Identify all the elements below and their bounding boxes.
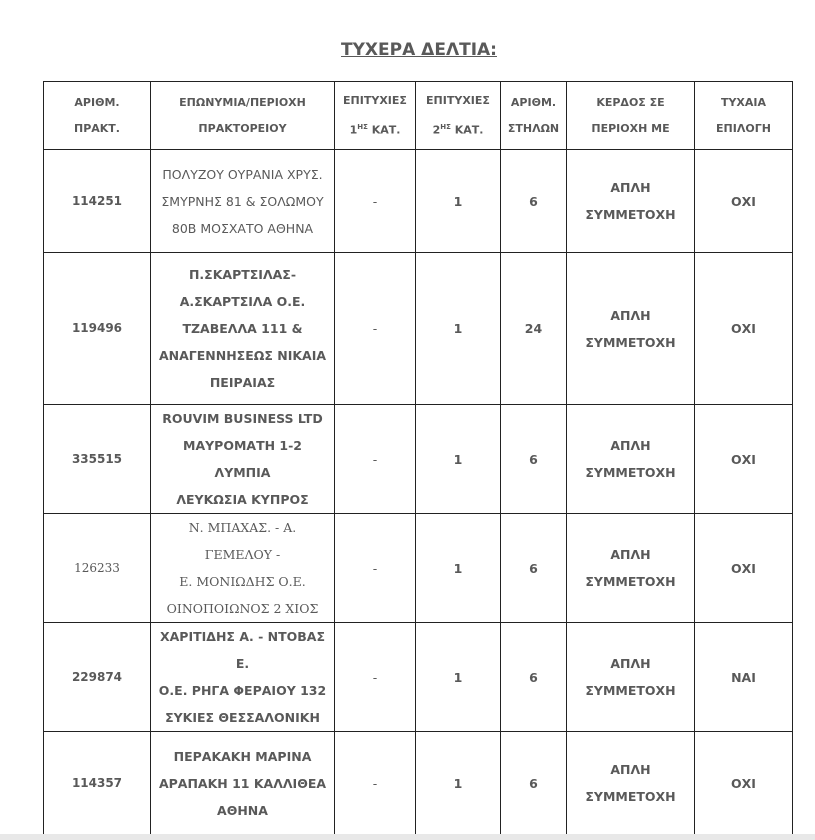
random-pick-cell [695,253,793,405]
win-type-cell [567,514,695,623]
header-cat2-wins [416,82,501,150]
cat1-wins-cell-text: - [372,560,378,576]
agency-number-cell [44,514,151,623]
win-type-cell [567,623,695,732]
header-agency-name-line1: ΕΠΩΝΥΜΙΑ/ΠΕΡΙΟΧΗ [179,95,306,109]
header-agency-name-line2: ΠΡΑΚΤΟΡΕΙΟΥ [198,121,287,135]
cat2-wins-cell [416,253,501,405]
agency-name-cell [151,253,335,405]
agency-name-cell [151,732,335,835]
agency-number-cell-text: 114251 [71,193,123,208]
header-cat1-tail: ΚΑΤ. [367,123,401,137]
cat1-wins-cell [335,732,416,835]
win-type-cell-text: ΣΥΜΜΕΤΟΧΗ [585,334,676,350]
agency-name-cell-text: ROUVIM BUSINESS LTD [162,411,323,426]
columns-count-cell-text: 6 [529,775,538,791]
agency-name-cell-text: 80Β ΜΟΣΧΑΤΟ ΑΘΗΝΑ [171,220,314,236]
header-random-pick [695,82,793,150]
agency-name-cell-text: Ν. ΜΠΑΧΑΣ. - Α. ΓΕΜΕΛΟΥ - [188,520,297,562]
win-type-cell-text: ΑΠΛΗ [610,438,651,453]
header-agency-name [151,82,335,150]
agency-number-cell-text: 229874 [71,669,123,684]
table-row [44,150,793,253]
agency-name-cell-text: ΣΥΚΙΕΣ ΘΕΣΣΑΛΟΝΙΚΗ [165,710,320,725]
agency-number-cell [44,253,151,405]
table-row [44,405,793,514]
header-cat2-sup: ΗΣ [440,122,451,131]
table-row [44,623,793,732]
random-pick-cell-text: ΟΧΙ [731,560,756,576]
table-row [44,732,793,835]
columns-count-cell-text: 6 [529,451,538,467]
columns-count-cell-text: 6 [529,193,538,209]
columns-count-cell [501,150,567,253]
cat1-wins-cell [335,623,416,732]
cat1-wins-cell [335,405,416,514]
random-pick-cell-text: ΟΧΙ [731,321,756,336]
agency-number-cell-text: 119496 [71,321,123,335]
random-pick-cell-text: ΟΧΙ [731,451,756,467]
cat2-wins-cell-text: 1 [453,775,463,791]
agency-name-cell-text: ΠΟΛΥΖΟΥ ΟΥΡΑΝΙΑ ΧΡΥΣ. [162,166,323,182]
win-type-cell-text: ΑΠΛΗ [610,307,651,323]
header-agency-number-line2: ΠΡΑΚΤ. [74,121,120,135]
cat1-wins-cell-text: - [372,451,378,467]
agency-name-cell-text: ΑΡΑΠΑΚΗ 11 ΚΑΛΛΙΘΕΑ [158,775,327,791]
columns-count-cell [501,732,567,835]
agency-name-cell-text: Π.ΣΚΑΡΤΣΙΛΑΣ- [188,267,297,282]
cat2-wins-cell [416,405,501,514]
header-cat1-number: 1 [349,123,358,137]
header-columns-count [501,82,567,150]
win-type-cell-text: ΣΥΜΜΕΤΟΧΗ [585,574,676,589]
agency-name-cell-text: Α.ΣΚΑΡΤΣΙΛΑ Ο.Ε. [179,294,306,309]
columns-count-cell [501,253,567,405]
cat1-wins-cell-text: - [372,775,378,791]
agency-name-cell-text: ΟΙΝΟΠΟΙΩΝΟΣ 2 ΧΙΟΣ [166,601,319,616]
agency-name-cell [151,514,335,623]
agency-name-cell-text: Ε. ΜΟΝΙΩΔΗΣ Ο.Ε. [179,574,306,589]
win-type-cell-text: ΑΠΛΗ [610,180,651,195]
win-type-cell-text: ΑΠΛΗ [610,547,651,562]
win-type-cell-text: ΑΠΛΗ [610,656,651,671]
win-type-cell-text: ΣΥΜΜΕΤΟΧΗ [585,207,676,222]
header-random-line2: ΕΠΙΛΟΓΗ [716,121,771,135]
table-body [44,150,793,835]
agency-number-cell [44,732,151,835]
table-row [44,514,793,623]
cat2-wins-cell-text: 1 [453,669,463,685]
page-title: ΤΥΧΕΡΑ ΔΕΛΤΙΑ: [341,40,497,60]
header-win-line1: ΚΕΡΔΟΣ ΣΕ [596,95,665,109]
header-random-line1: ΤΥΧΑΙΑ [720,95,767,109]
random-pick-cell-text: ΟΧΙ [731,193,756,209]
cat1-wins-cell [335,150,416,253]
cat2-wins-cell-text: 1 [453,451,463,467]
win-type-cell-text: ΑΠΛΗ [610,762,651,777]
win-type-cell [567,150,695,253]
columns-count-cell [501,405,567,514]
agency-name-cell-text: ΑΝΑΓΕΝΝΗΣΕΩΣ ΝΙΚΑΙΑ [158,348,327,363]
header-win-line2: ΠΕΡΙΟΧΗ ΜΕ [591,121,670,135]
agency-name-cell [151,405,335,514]
agency-name-cell-text: ΑΘΗΝΑ [217,802,268,818]
header-cat2-tail: ΚΑΤ. [450,123,484,137]
cat1-wins-cell-text: - [372,193,378,209]
agency-number-cell [44,150,151,253]
win-type-cell [567,253,695,405]
table-row [44,253,793,405]
cat2-wins-cell-text: 1 [453,193,463,209]
table-header-row [44,82,793,150]
random-pick-cell [695,150,793,253]
agency-name-cell [151,150,335,253]
header-columns-line2: ΣΤΗΛΩΝ [507,121,560,135]
cat2-wins-cell [416,514,501,623]
columns-count-cell [501,623,567,732]
agency-number-cell-text: 126233 [74,560,120,575]
agency-number-cell [44,405,151,514]
random-pick-cell-text: ΟΧΙ [731,775,756,791]
cat1-wins-cell [335,514,416,623]
columns-count-cell-text: 6 [529,560,538,576]
agency-number-cell [44,623,151,732]
agency-name-cell-text: Ο.Ε. ΡΗΓΑ ΦΕΡΑΙΟΥ 132 [158,683,327,698]
agency-name-cell-text: ΛΕΥΚΩΣΙΑ ΚΥΠΡΟΣ [176,492,309,507]
bottom-scroll-edge [0,834,815,840]
header-columns-line1: ΑΡΙΘΜ. [510,95,557,109]
header-cat1-line1: ΕΠΙΤΥΧΙΕΣ [343,93,407,107]
columns-count-cell [501,514,567,623]
win-type-cell-text: ΣΥΜΜΕΤΟΧΗ [585,789,676,804]
cat1-wins-cell [335,253,416,405]
agency-name-cell-text: ΤΖΑΒΕΛΛΑ 111 & [182,321,303,336]
random-pick-cell-text: ΝΑΙ [731,669,756,685]
random-pick-cell [695,732,793,835]
header-cat1-sup: ΗΣ [357,122,368,131]
agency-name-cell-text: ΠΕΡΑΚΑΚΗ ΜΑΡΙΝΑ [173,748,312,764]
columns-count-cell-text: 24 [524,321,543,336]
win-type-cell [567,405,695,514]
cat2-wins-cell-text: 1 [453,321,463,336]
header-cat2-line1: ΕΠΙΤΥΧΙΕΣ [426,93,490,107]
agency-name-cell-text: ΣΜΥΡΝΗΣ 81 & ΣΟΛΩΜΟΥ [161,193,324,209]
agency-number-cell-text: 335515 [71,451,123,466]
header-agency-number [44,82,151,150]
cat1-wins-cell-text: - [372,669,378,685]
header-cat2-number: 2 [432,123,441,137]
cat2-wins-cell [416,150,501,253]
random-pick-cell [695,405,793,514]
cat1-wins-cell-text: - [372,321,378,336]
win-type-cell-text: ΣΥΜΜΕΤΟΧΗ [585,465,676,480]
header-cat1-wins [335,82,416,150]
random-pick-cell [695,514,793,623]
agency-number-cell-text: 114357 [71,775,123,790]
header-win-type [567,82,695,150]
win-type-cell [567,732,695,835]
agency-name-cell-text: ΜΑΥΡΟΜΑΤΗ 1-2 ΛΥΜΠΙΑ [183,438,302,480]
columns-count-cell-text: 6 [529,669,538,685]
cat2-wins-cell-text: 1 [453,560,463,576]
cat2-wins-cell [416,623,501,732]
agency-name-cell [151,623,335,732]
winners-table [43,81,793,835]
cat2-wins-cell [416,732,501,835]
random-pick-cell [695,623,793,732]
agency-name-cell-text: ΧΑΡΙΤΙΔΗΣ Α. - ΝΤΟΒΑΣ Ε. [160,629,325,671]
win-type-cell-text: ΣΥΜΜΕΤΟΧΗ [585,683,676,698]
header-agency-number-line1: ΑΡΙΘΜ. [74,95,120,109]
agency-name-cell-text: ΠΕΙΡΑΙΑΣ [209,375,276,390]
